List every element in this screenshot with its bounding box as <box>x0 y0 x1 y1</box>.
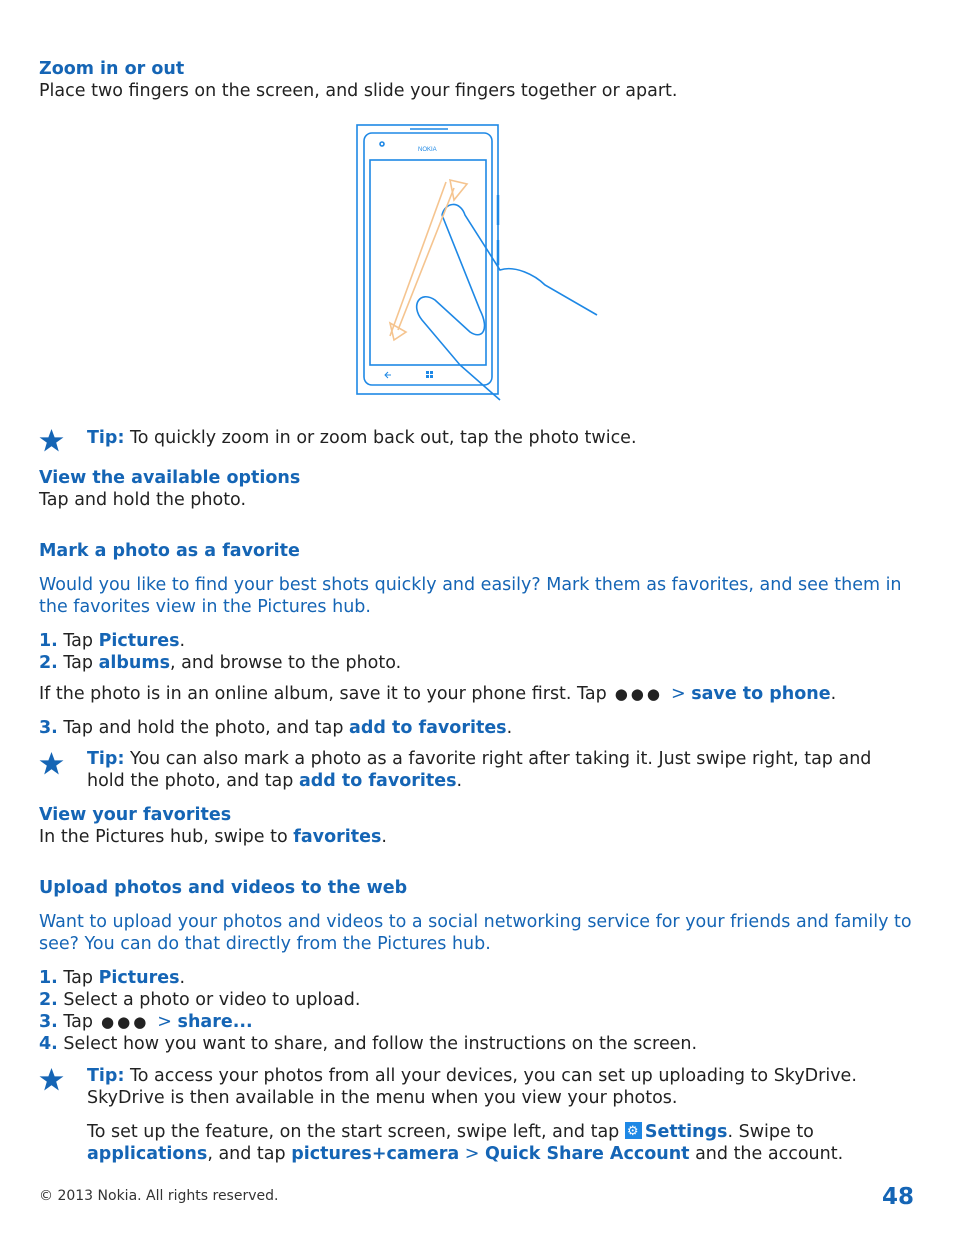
pinch-zoom-illustration <box>350 120 610 405</box>
list-item: 2. Select a photo or video to upload. <box>39 990 361 1010</box>
options-heading: View the available options <box>39 468 301 488</box>
upload-heading: Upload photos and videos to the web <box>39 878 408 898</box>
online-album-note: If the photo is in an online album, save it to your phone first. Tap ●●● > save to phone. <box>39 684 837 704</box>
tip-favorite: Tip: You can also mark a photo as a favorite right after taking it. Just swipe right, tap and hold the photo, and tap add to favorites. <box>87 749 872 791</box>
star-icon <box>39 428 64 453</box>
tip-label: Tip: <box>87 428 125 448</box>
copyright: © 2013 Nokia. All rights reserved. <box>39 1188 279 1204</box>
page-number: 48 <box>881 1184 914 1210</box>
favorite-steps <box>39 630 914 674</box>
more-dots-icon: ●●● <box>101 1013 150 1031</box>
zoom-section <box>39 58 914 102</box>
phone-brand: NOKIA <box>418 147 437 153</box>
list-item: 1. Tap Pictures. <box>39 631 186 651</box>
star-icon <box>39 751 64 776</box>
list-item: 1. Tap Pictures. <box>39 968 186 988</box>
tip-zoom <box>87 427 914 449</box>
tip-skydrive: Tip: To access your photos from all your devices, you can set up uploading to SkyDrive. SkyDrive is then available in the menu when you view your photos. <box>87 1066 857 1108</box>
star-icon <box>39 1067 64 1092</box>
settings-gear-icon <box>625 1122 642 1139</box>
more-dots-icon: ●●● <box>614 685 663 703</box>
list-item: 4. Select how you want to share, and follow the instructions on the screen. <box>39 1034 698 1054</box>
tip-text: To quickly zoom in or zoom back out, tap the photo twice. <box>124 428 637 448</box>
zoom-heading: Zoom in or out <box>39 59 185 79</box>
options-body: Tap and hold the photo. <box>39 490 247 510</box>
options-section <box>39 467 914 511</box>
upload-steps <box>39 967 914 1055</box>
view-favorites-heading: View your favorites <box>39 805 232 825</box>
favorite-heading: Mark a photo as a favorite <box>39 541 300 561</box>
zoom-body: Place two fingers on the screen, and slide your fingers together or apart. <box>39 81 678 101</box>
list-item: 3. Tap ●●● > share... <box>39 1012 253 1032</box>
list-item: 3. Tap and hold the photo, and tap add to favorites. <box>39 718 513 738</box>
view-favorites-section: View your favorites In the Pictures hub, swipe to favorites. <box>39 804 914 848</box>
upload-intro: Want to upload your photos and videos to a social networking service for your friends and family to see? You can do that directly from the Pictures hub. <box>39 912 912 954</box>
favorite-intro: Would you like to find your best shots quickly and easily? Mark them as favorites, and see them in the favorites view in the Pictures hub. <box>39 575 902 617</box>
list-item: 2. Tap albums, and browse to the photo. <box>39 653 402 673</box>
tip-skydrive-setup: To set up the feature, on the start screen, swipe left, and tap ⚙Settings. Swipe to applications, and tap pictures+camera > Quick Share Account and the account. <box>87 1121 914 1165</box>
